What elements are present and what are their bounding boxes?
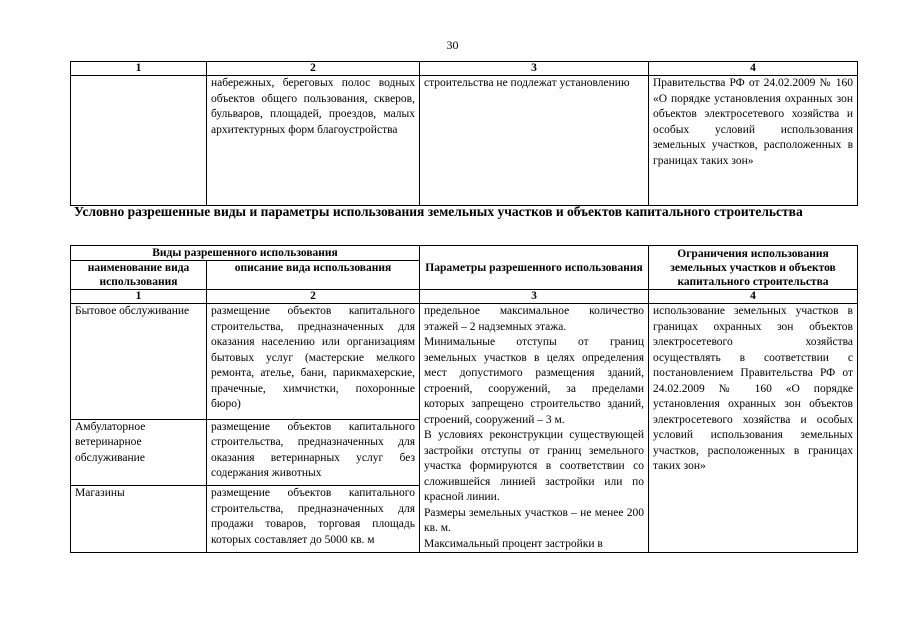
column-number: 1: [71, 290, 207, 304]
column-number: 3: [420, 62, 649, 76]
use-description: размещение объектов капитального строительства, предназначенных для оказания ветеринарных услуг без содержания животных: [207, 419, 420, 486]
parameters-cell: [420, 304, 649, 553]
header-group: Виды разрешенного использования: [71, 246, 420, 261]
parameter-text: Минимальные отступы от границ земельных участков в целях определения мест допустимого размещения зданий, строений, сооружений, за пределами которых запрещено строительство зданий, строений, сооружений – 3 м.: [424, 336, 644, 426]
column-number: 2: [207, 62, 420, 76]
column-number: 1: [71, 62, 207, 76]
header-restrictions: Ограничения использования земельных участков и объектов капитального строительства: [649, 246, 858, 290]
parameter-text: Размеры земельных участков – не менее 200 кв. м.: [424, 506, 644, 534]
table-row: [71, 76, 858, 206]
use-name: Амбулаторное ветеринарное обслуживание: [71, 419, 207, 486]
parameter-text: Максимальный процент застройки в: [424, 537, 603, 550]
use-name: Бытовое обслуживание: [71, 304, 207, 420]
table-row: [71, 304, 858, 420]
table-cell: набережных, береговых полос водных объектов общего пользования, скверов, бульваров, площадей, проездов, малых архитектурных форм благоустройства: [207, 76, 420, 206]
column-number: 4: [649, 290, 858, 304]
column-number: 4: [649, 62, 858, 76]
use-description: размещение объектов капитального строительства, предназначенных для продажи товаров, торговая площадь которых составляет до 5000 кв. м: [207, 486, 420, 553]
column-number-row: [71, 62, 858, 76]
permitted-use-table: [70, 245, 858, 553]
page-number: 30: [446, 38, 459, 52]
header-parameters: Параметры разрешенного использования: [420, 246, 649, 290]
column-number: 2: [207, 290, 420, 304]
continued-table: [70, 61, 858, 206]
use-description: размещение объектов капитального строительства, предназначенных для оказания населению или организациям бытовых услуг (мастерские мелкого ремонта, ателье, бани, парикмахерские, прачечные, химчистки, похоронные бюро): [207, 304, 420, 420]
table-cell: [71, 76, 207, 206]
parameter-text: предельное максимальное количество этажей – 2 надземных этажа.: [424, 305, 644, 333]
header-description: описание вида использования: [207, 261, 420, 290]
parameter-text: В условиях реконструкции существующей застройки отступы от границ земельного участка формируются в соответствии со сложившейся линией застройки или по красной линии.: [424, 429, 644, 503]
header-row: [71, 246, 858, 261]
column-number: 3: [420, 290, 649, 304]
table-cell: строительства не подлежат установлению: [420, 76, 649, 206]
header-name: наименование вида использования: [71, 261, 207, 290]
section-title: Условно разрешенные виды и параметры использования земельных участков и объектов капитального строительства: [74, 204, 803, 219]
column-number-row: [71, 290, 858, 304]
use-name: Магазины: [71, 486, 207, 553]
table-cell: Правительства РФ от 24.02.2009 № 160 «О порядке установления охранных зон объектов электросетевого хозяйства и особых условий использования земельных участков, расположенных в границах таких зон»: [649, 76, 858, 206]
restrictions-cell: использование земельных участков в границах охранных зон объектов электросетевого хозяйства осуществлять в соответствии с постановлением Правительства РФ от 24.02.2009 № 160 «О порядке установления охранных зон объектов электросетевого хозяйства и особых условий использования земельных участков, расположенных в границах таких зон»: [649, 304, 858, 553]
